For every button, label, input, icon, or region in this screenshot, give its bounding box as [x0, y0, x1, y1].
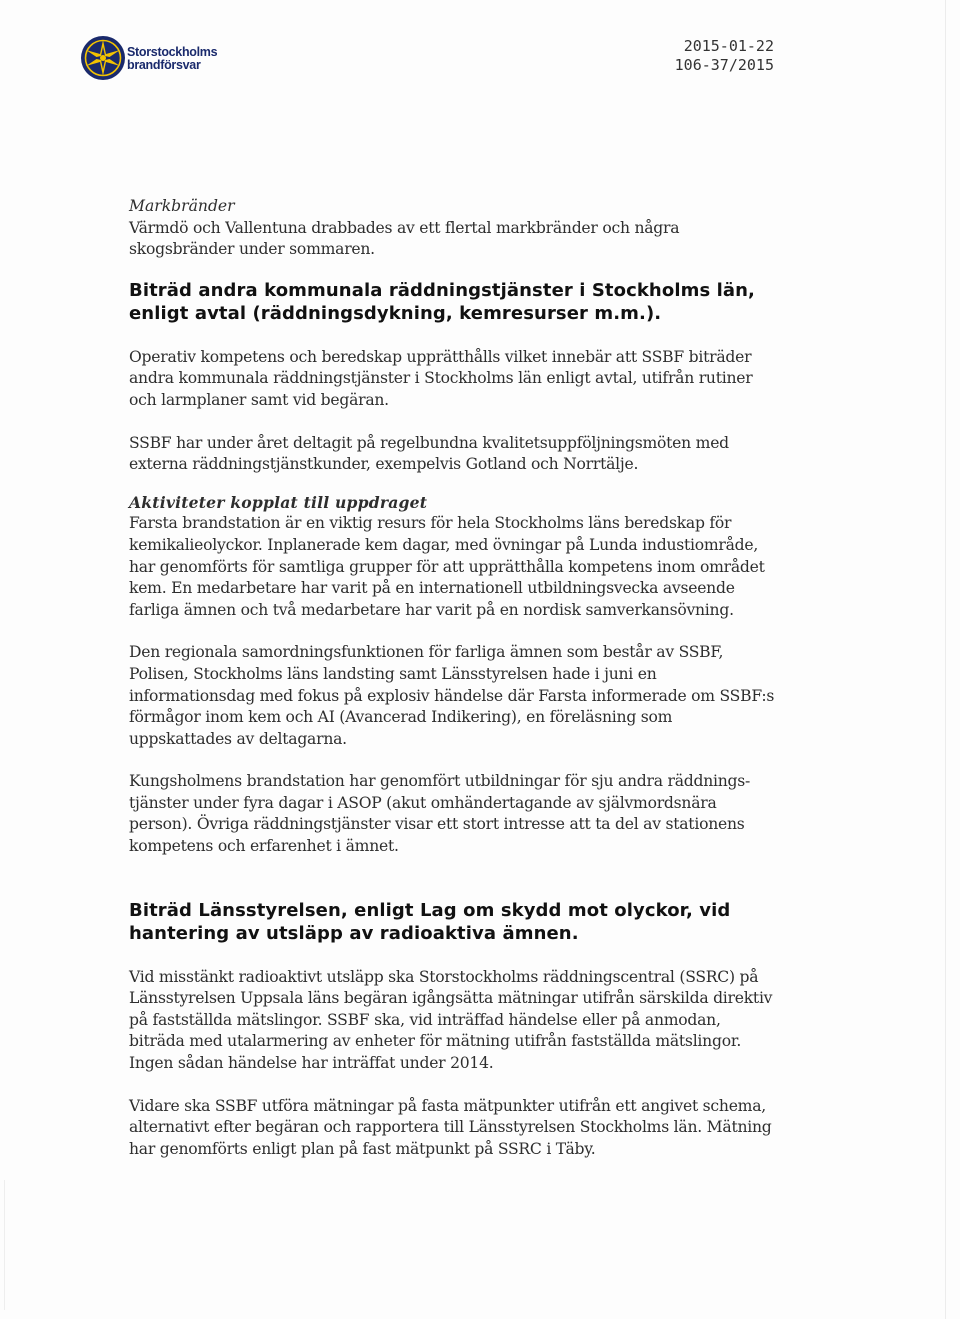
document-header: [0, 0, 960, 110]
paragraph-kungsholmen: Kungsholmens brandstation har genomfört utbildningar för sju andra räddnings-tjänster under fyra dagar i ASOP (akut omhändertagande av självmordsnära person). Övriga räddningstjänster visar ett stort intresse att ta del av stationens kompetens och erfarenhet i ämnet.: [129, 772, 751, 856]
document-date: 2015-01-22: [683, 37, 774, 55]
scan-edge-line: [945, 0, 946, 1319]
scan-edge-line-left: [4, 1180, 5, 1310]
heading-bitrad-kommunala: Biträd andra kommunala räddningstjänster i Stockholms län, enligt avtal (räddningsdykning, kemresurser m.m.).: [129, 279, 755, 324]
paragraph-operativ-kompetens: Operativ kompetens och beredskap upprätthålls vilket innebär att SSBF biträder andra kommunala räddningstjänster i Stockholms län enligt avtal, utifrån rutiner och larmplaner samt vid begäran.: [129, 347, 753, 409]
heading-lansstyrelsen: Biträd Länsstyrelsen, enligt Lag om skydd mot olyckor, vid hantering av utsläpp av radioaktiva ämnen.: [129, 899, 731, 944]
section-title-markbrander: Markbränder: [129, 197, 235, 215]
organization-name: [127, 46, 217, 72]
section-title-aktiviteter: Aktiviteter kopplat till uppdraget: [129, 492, 428, 512]
document-reference: 106-37/2015: [674, 56, 774, 74]
paragraph-kvalitetsuppfoljning: SSBF har under året deltagit på regelbundna kvalitetsuppföljningsmöten med externa räddningstjänstkunder, exempelvis Gotland och Norrtälje.: [129, 433, 729, 474]
document-meta: [675, 37, 774, 75]
paragraph-markbrander: Värmdö och Vallentuna drabbades av ett flertal markbränder och några skogsbränder under sommaren.: [129, 218, 680, 259]
star-emblem-icon: [80, 35, 126, 81]
paragraph-matpunkter: Vidare ska SSBF utföra mätningar på fasta mätpunkter utifrån ett angivet schema, alternativt efter begäran och rapportera till Länsstyrelsen Stockholms län. Mätning har genomförts enligt plan på fast mätpunkt på SSRC i Täby.: [129, 1096, 772, 1158]
paragraph-radioaktivt-utslapp: Vid misstänkt radioaktivt utsläpp ska Storstockholms räddningscentral (SSRC) på Länsstyrelsen Uppsala läns begäran igångsätta mätningar utifrån särskilda direktiv på fastställda mätslingor. SSBF ska, vid inträffad händelse eller på anmodan, biträda med utalarmering av enheter för mätning utifrån fastställda mätslingor. Ingen sådan händelse har inträffat under 2014.: [129, 967, 773, 1073]
org-name-line2: brandförsvar: [127, 58, 201, 72]
section-spacer: [129, 879, 779, 899]
paragraph-farsta: Farsta brandstation är en viktig resurs för hela Stockholms läns beredskap för kemikalieolyckor. Inplanerade kem dagar, med övningar på Lunda industiområde, har genomförts för samtliga grupper för att upprätthålla kompetens inom området kem. En medarbetare har varit på en internationell utbildningsvecka avseende farliga ämnen och två medarbetare har varit på en nordisk samverkansövning.: [129, 514, 765, 619]
paragraph-samordningsfunktion: Den regionala samordningsfunktionen för farliga ämnen som består av SSBF, Polisen, Stockholms läns landsting samt Länsstyrelsen hade i juni en informationsdag med fokus på explosiv händelse där Farsta informerade om SSBF:s förmågor inom kem och AI (Avancerad Indikering), en föreläsning som uppskattades av deltagarna.: [129, 643, 775, 748]
document-body: [129, 196, 779, 1181]
org-name-line1: Storstockholms: [127, 45, 218, 59]
